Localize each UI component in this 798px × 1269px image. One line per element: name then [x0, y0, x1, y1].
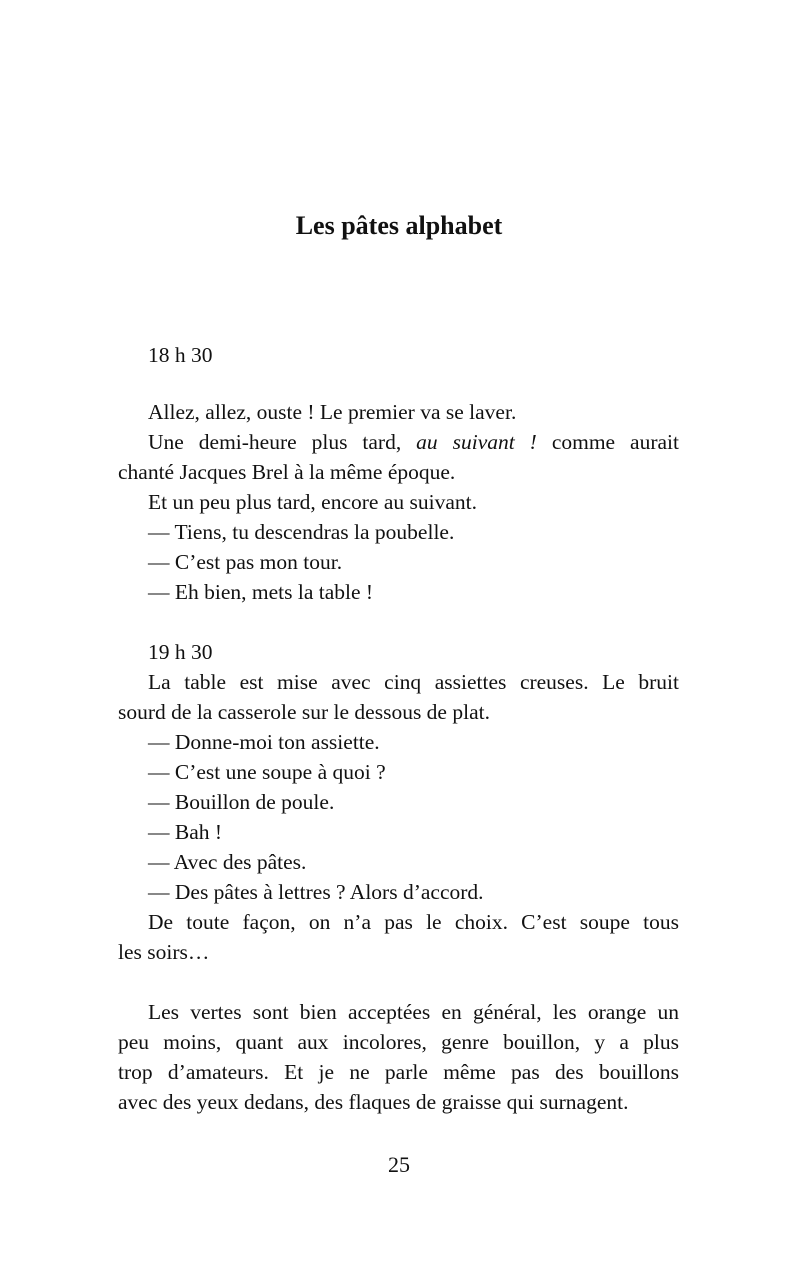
paragraph-line: peu moins, quant aux incolores, genre bouillon, y a plus: [118, 1030, 679, 1054]
paragraph-line: Allez, allez, ouste ! Le premier va se laver.: [148, 400, 517, 424]
section-4: [118, 997, 679, 1117]
dialogue-line: — Bouillon de poule.: [148, 790, 335, 814]
paragraph-line: les soirs…: [118, 940, 210, 964]
section-3: [118, 637, 679, 967]
section-2: [118, 397, 679, 607]
page-number: 25: [388, 1152, 410, 1177]
dialogue-line: — Avec des pâtes.: [148, 850, 307, 874]
paragraph-line: avec des yeux dedans, des flaques de graisse qui surnagent.: [118, 1090, 629, 1114]
dialogue-line: — Eh bien, mets la table !: [148, 580, 374, 604]
dialogue-line: — C’est une soupe à quoi ?: [148, 760, 386, 784]
paragraph-line: sourd de la casserole sur le dessous de plat.: [118, 700, 490, 724]
time-marker: 18 h 30: [148, 343, 213, 367]
paragraph-line: trop d’amateurs. Et je ne parle même pas des bouillons: [118, 1060, 679, 1084]
dialogue-line: — Bah !: [148, 820, 223, 844]
dialogue-line: — Tiens, tu descendras la poubelle.: [148, 520, 455, 544]
time-marker: 19 h 30: [148, 640, 213, 664]
section-1: [118, 340, 679, 370]
paragraph-line: Et un peu plus tard, encore au suivant.: [148, 490, 477, 514]
dialogue-line: — Des pâtes à lettres ? Alors d’accord.: [148, 880, 484, 904]
dialogue-line: — Donne-moi ton assiette.: [148, 730, 380, 754]
dialogue-line: — C’est pas mon tour.: [148, 550, 343, 574]
paragraph-line: Les vertes sont bien acceptées en général, les orange un: [148, 1000, 679, 1024]
quote-emphasis: au suivant !: [416, 430, 537, 454]
chapter-title: Les pâtes alphabet: [295, 211, 503, 240]
text-run: comme aurait: [536, 430, 679, 454]
text-run: Une demi-heure plus tard,: [148, 430, 417, 454]
paragraph-line: La table est mise avec cinq assiettes creuses. Le bruit: [148, 670, 679, 694]
paragraph-line: [118, 427, 679, 457]
paragraph-line: chanté Jacques Brel à la même époque.: [118, 460, 456, 484]
paragraph-line: De toute façon, on n’a pas le choix. C’est soupe tous: [148, 910, 679, 934]
